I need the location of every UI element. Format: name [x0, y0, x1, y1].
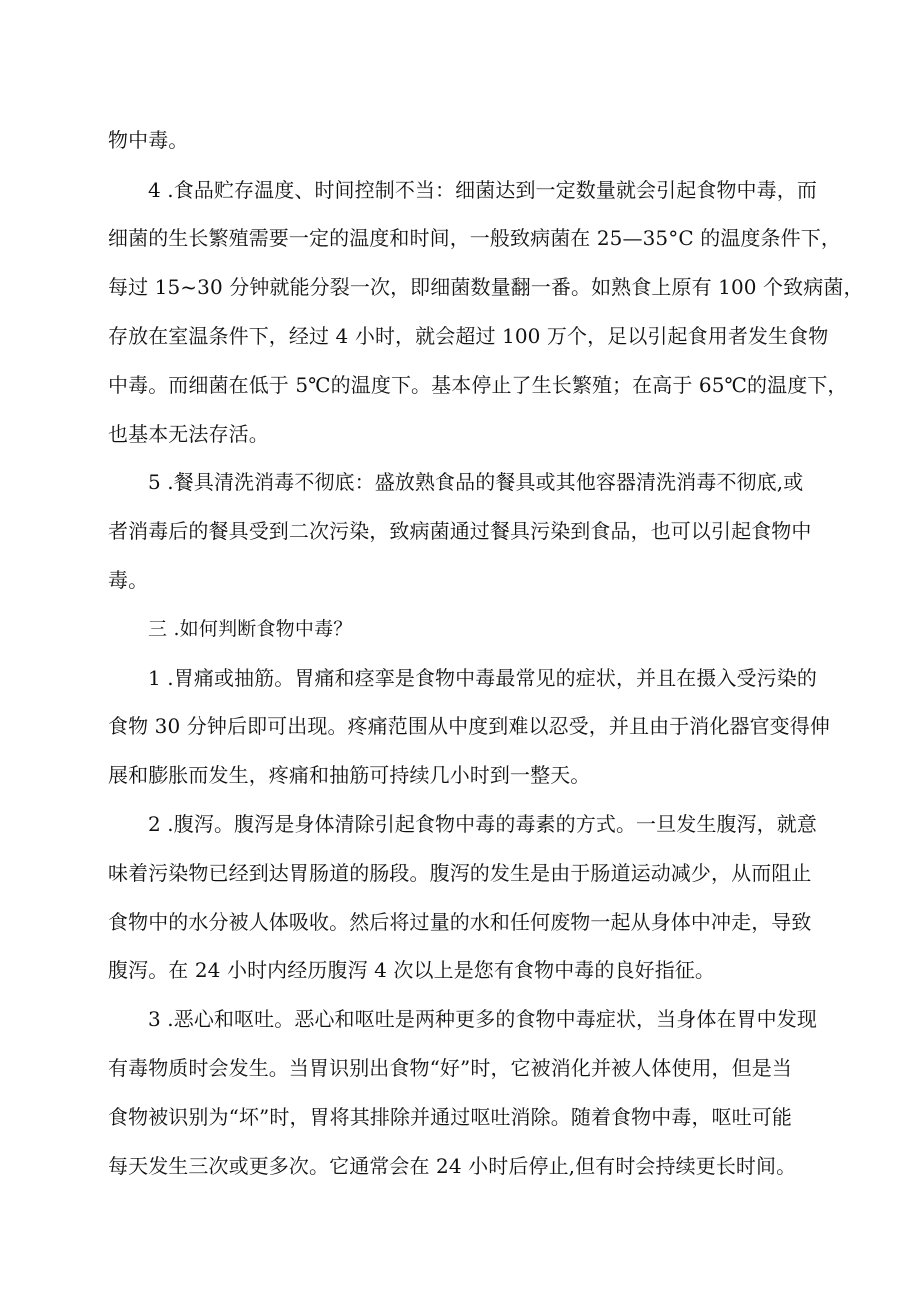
text-line: 中毒。而细菌在低于 5℃的温度下。基本停止了生长繁殖；在高于 65℃的温度下， — [108, 373, 848, 397]
paragraph-line: 5 .餐具清洗消毒不彻底：盛放熟食品的餐具或其他容器清洗消毒不彻底,或 — [148, 470, 804, 494]
text-line: 食物中的水分被人体吸收。然后将过量的水和任何废物一起从身体中冲走，导致 — [108, 910, 812, 934]
text-line: 有毒物质时会发生。当胃识别出食物“好”时，它被消化并被人体使用，但是当 — [108, 1056, 792, 1080]
text-line: 毒。 — [108, 568, 149, 592]
text-line: 物中毒。 — [108, 128, 189, 152]
text-line: 者消毒后的餐具受到二次污染，致病菌通过餐具污染到食品，也可以引起食物中 — [108, 519, 812, 543]
paragraph-line: 2 .腹泻。腹泻是身体清除引起食物中毒的毒素的方式。一旦发生腹泻，就意 — [148, 812, 817, 836]
text-line: 腹泻。在 24 小时内经历腹泻 4 次以上是您有食物中毒的良好指征。 — [108, 958, 716, 982]
text-line: 每过 15~30 分钟就能分裂一次，即细菌数量翻一番。如熟食上原有 100 个致病菌， — [108, 275, 864, 299]
section-heading: 三 .如何判断食物中毒？ — [148, 618, 353, 640]
text-line: 细菌的生长繁殖需要一定的温度和时间，一般致病菌在 25—35°C 的温度条件下， — [108, 226, 841, 250]
text-line: 存放在室温条件下，经过 4 小时，就会超过 100 万个，足以引起食用者发生食物 — [108, 324, 829, 348]
paragraph-line: 4 .食品贮存温度、时间控制不当：细菌达到一定数量就会引起食物中毒，而 — [148, 178, 817, 202]
text-line: 展和膨胀而发生，疼痛和抽筋可持续几小时到一整天。 — [108, 763, 591, 787]
text-line: 也基本无法存活。 — [108, 422, 269, 446]
text-line: 食物 30 分钟后即可出现。疼痛范围从中度到难以忍受，并且由于消化器官变得伸 — [108, 714, 830, 738]
text-line: 食物被识别为“坏”时，胃将其排除并通过呕吐消除。随着食物中毒，呕吐可能 — [108, 1105, 792, 1129]
paragraph-line: 1 .胃痛或抽筋。胃痛和痉挛是食物中毒最常见的症状，并且在摄入受污染的 — [148, 666, 817, 690]
paragraph-line: 3 .恶心和呕吐。恶心和呕吐是两种更多的食物中毒症状，当身体在胃中发现 — [148, 1007, 817, 1031]
text-line: 每天发生三次或更多次。它通常会在 24 小时后停止,但有时会持续更长时间。 — [108, 1154, 797, 1178]
text-line: 味着污染物已经到达胃肠道的肠段。腹泻的发生是由于肠道运动减少，从而阻止 — [108, 861, 812, 885]
